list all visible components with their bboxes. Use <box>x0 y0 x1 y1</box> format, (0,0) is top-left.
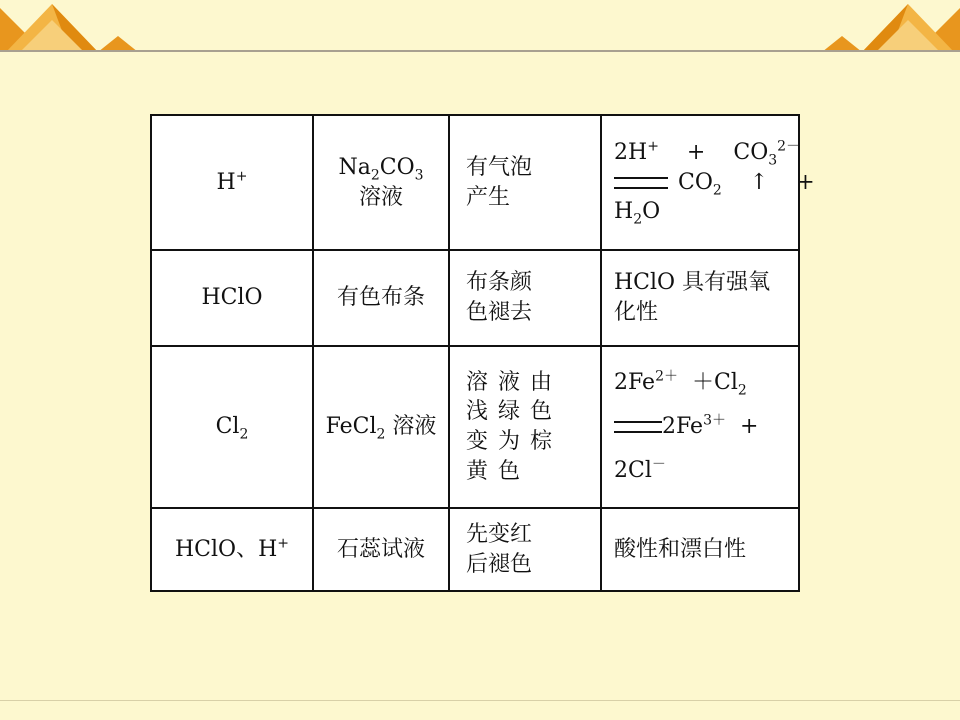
table-row <box>151 115 799 250</box>
test-reagent-cell <box>313 508 449 591</box>
equation-line: $2Fe^{2+} +Cl_2$ <box>614 369 747 399</box>
reagent-text: HClO、H <box>174 536 278 562</box>
phenomenon-line: 产生 <box>466 184 511 210</box>
table-row <box>151 508 799 591</box>
phenomenon-line: 有气泡 <box>466 154 533 180</box>
equation-line: 2Cl－ <box>614 456 666 483</box>
equation-line: $2Fe^{3+}$ + <box>614 412 798 442</box>
test-reagent-cell <box>313 250 449 346</box>
equation-cell <box>601 346 799 508</box>
table-row <box>151 250 799 346</box>
test-reagent-label: 溶液 <box>358 184 403 210</box>
equation-line: $H_2O$ <box>614 199 661 228</box>
right-triangle-decoration <box>820 0 960 52</box>
explanation-line: HClO 具有强氧 <box>614 270 771 296</box>
explanation-line: 化性 <box>614 300 659 325</box>
reagent-text: HClO <box>201 285 263 311</box>
reagent-cell <box>151 250 313 346</box>
reagent-text: Cl <box>215 414 240 440</box>
phenomenon-line: 变为棕 <box>466 429 563 454</box>
phenomenon-cell <box>449 115 601 250</box>
footer-divider <box>0 700 960 701</box>
phenomenon-line: 黄色 <box>466 458 531 484</box>
charge-sup: + <box>235 168 248 185</box>
equation-line: $CO_2$ ↑ + <box>614 168 798 198</box>
reagent-cell <box>151 115 313 250</box>
phenomenon-line: 浅绿色 <box>466 399 563 425</box>
reagent-text: H <box>216 169 236 195</box>
phenomenon-cell <box>449 250 601 346</box>
reagent-cell: $Cl_2$ <box>151 346 313 508</box>
test-reagent-label: 石蕊试液 <box>336 536 425 562</box>
phenomenon-line: 布条颜 <box>466 270 533 296</box>
test-reagent-label: 有色布条 <box>336 285 425 311</box>
test-reagent-formula: $Na_2CO_3$ <box>338 154 424 184</box>
equals-sign <box>614 177 668 189</box>
table-row <box>151 346 799 508</box>
equation-cell <box>601 115 815 250</box>
phenomenon-cell <box>449 508 601 591</box>
header-divider <box>0 50 960 52</box>
explanation-cell <box>601 250 799 346</box>
test-reagent-cell: FeCl$_2$ 溶液 <box>313 346 449 508</box>
test-reagent-label: 溶液 <box>385 414 437 440</box>
phenomenon-line: 溶液由 <box>466 369 563 395</box>
explanation-cell <box>601 508 799 591</box>
gas-arrow: ↑ <box>749 169 769 195</box>
phenomenon-line: 色褪去 <box>466 300 533 325</box>
phenomenon-line: 后褪色 <box>466 551 533 577</box>
slide-header-band <box>0 0 960 54</box>
phenomenon-cell <box>449 346 601 508</box>
explanation-line: 酸性和漂白性 <box>614 536 747 562</box>
phenomenon-line: 先变红 <box>466 521 533 547</box>
test-reagent-formula: FeCl <box>325 414 377 440</box>
test-reagent-cell <box>313 115 449 250</box>
reagent-table-container <box>150 114 815 590</box>
equation-line: $2H^+ + CO_3^{2-}$ <box>614 138 801 169</box>
reagent-table <box>150 114 815 592</box>
left-triangle-decoration <box>0 0 140 52</box>
equals-sign <box>614 421 662 433</box>
reagent-cell: HClO、H+ <box>151 508 313 591</box>
